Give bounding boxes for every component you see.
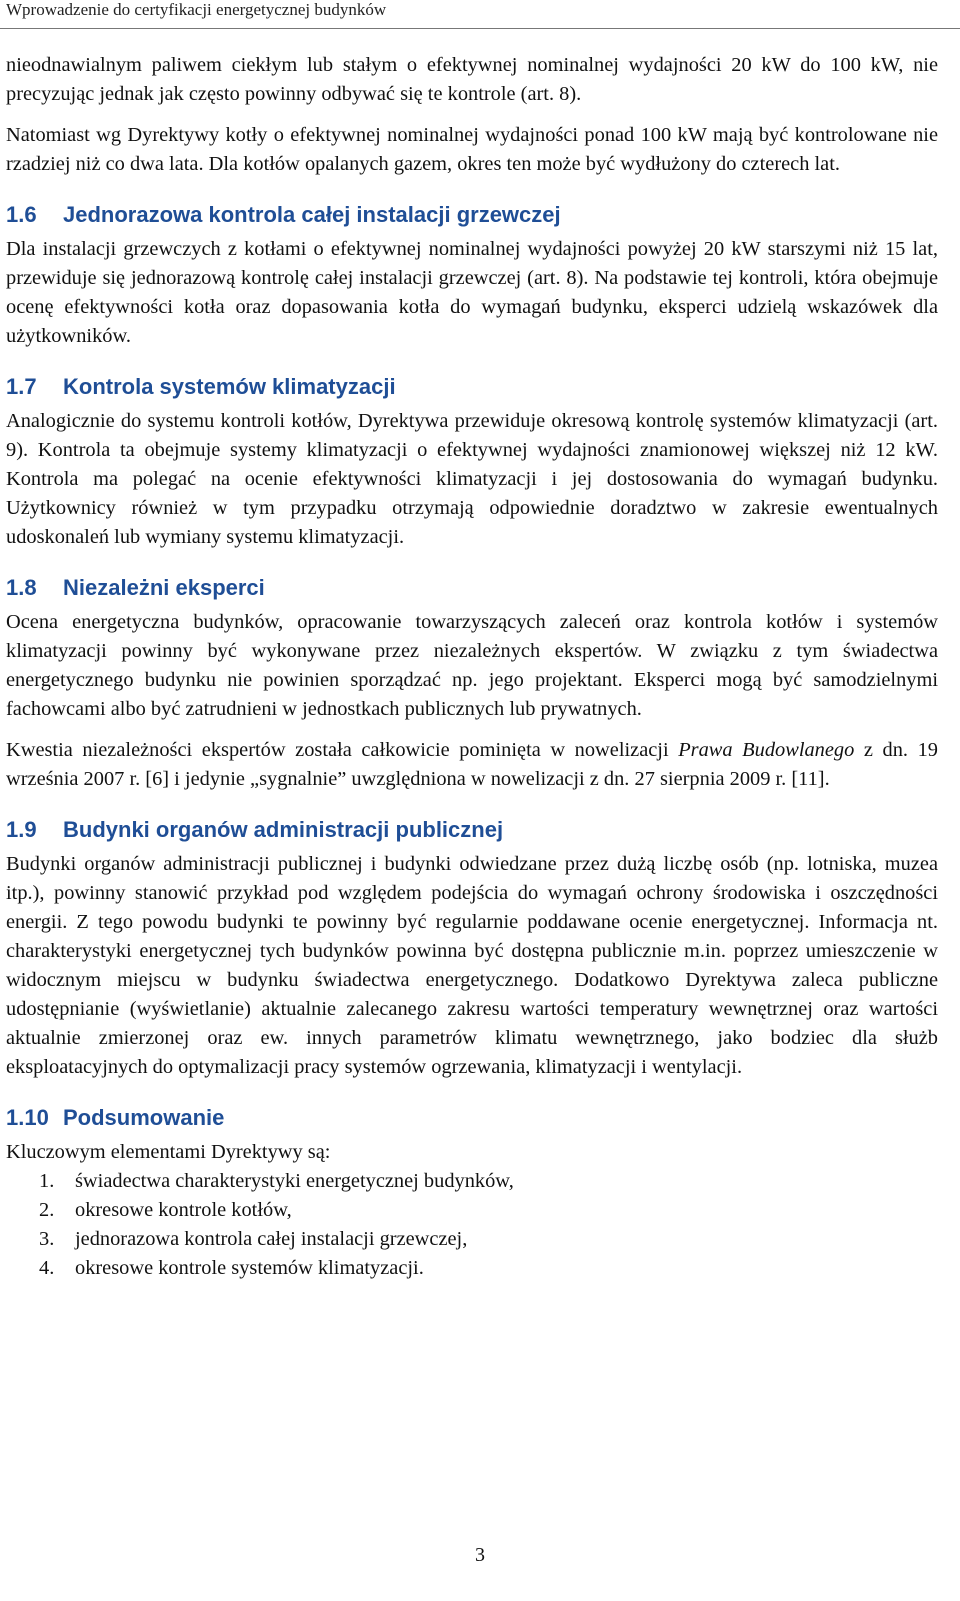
list-item bbox=[6, 1225, 938, 1254]
list-index: 1. bbox=[39, 1170, 55, 1192]
text-run: z dn. 19 września 2007 r. [6] i jedynie „sygnalnie” uwzględniona w nowelizacji z dn. 27 sierpnia 2009 r. [11]. bbox=[6, 739, 938, 790]
section-heading-1-8 bbox=[6, 574, 938, 602]
page-number: 3 bbox=[475, 1544, 485, 1566]
section-title: Niezależni eksperci bbox=[63, 575, 265, 600]
section-1-6-paragraph: Dla instalacji grzewczych z kotłami o efektywnej nominalnej wydajności powyżej 20 kW starszymi niż 15 lat, przewiduje się jednorazową kontrolę całej instalacji grzewczej (art. 8). Na podstawie tej kontroli, która obejmuje ocenę efektywności kotła oraz dopasowania kotła do wymagań budynku, eksperci udzielą wskazówek dla użytkowników. bbox=[6, 238, 938, 347]
section-heading-1-7 bbox=[6, 373, 938, 401]
text-run: Kwestia niezależności ekspertów została całkowicie pominięta w nowelizacji bbox=[6, 739, 679, 761]
list-item-text: świadectwa charakterystyki energetycznej budynków, bbox=[75, 1170, 514, 1192]
section-title: Podsumowanie bbox=[63, 1105, 225, 1130]
intro-paragraph-2: Natomiast wg Dyrektywy kotły o efektywnej nominalnej wydajności ponad 100 kW mają być kontrolowane nie rzadziej niż co dwa lata. Dla kotłów opalanych gazem, okres ten może być wydłużony do czterech lat. bbox=[6, 124, 938, 175]
list-item bbox=[6, 1254, 938, 1283]
list-item bbox=[6, 1196, 938, 1225]
running-header bbox=[0, 0, 960, 29]
intro-paragraph-1: nieodnawialnym paliwem ciekłym lub stałym o efektywnej nominalnej wydajności 20 kW do 100 kW, nie precyzując jednak jak często powinny odbywać się te kontrole (art. 8). bbox=[6, 54, 938, 105]
section-number: 1.6 bbox=[6, 202, 37, 227]
section-number: 1.8 bbox=[6, 575, 37, 600]
section-title: Budynki organów administracji publicznej bbox=[63, 817, 504, 842]
summary-intro: Kluczowym elementami Dyrektywy są: bbox=[6, 1141, 331, 1163]
section-heading-1-6 bbox=[6, 201, 938, 229]
header-title: Wprowadzenie do certyfikacji energetycznej budynków bbox=[6, 0, 387, 19]
list-item bbox=[6, 1167, 938, 1196]
section-1-8-paragraph-2 bbox=[6, 736, 938, 794]
section-heading-1-10 bbox=[6, 1104, 938, 1132]
section-number: 1.7 bbox=[6, 374, 37, 399]
section-1-8-paragraph-1: Ocena energetyczna budynków, opracowanie towarzyszących zaleceń oraz kontrola kotłów i systemów klimatyzacji powinny być wykonywane przez niezależnych ekspertów. W związku z tym świadectwa energetycznego budynku nie powinien sporządzać np. jego projektant. Eksperci mogą być samodzielnymi fachowcami albo być zatrudnieni w jednostkach publicznych lub prywatnych. bbox=[6, 611, 938, 720]
section-1-9-paragraph: Budynki organów administracji publicznej i budynki odwiedzane przez dużą liczbę osób (np. lotniska, muzea itp.), powinny stanowić przykład pod względem podejścia do wymagań ochrony środowiska i oszczędności energii. Z tego powodu budynki te powinny być regularnie poddawane ocenie energetycznej. Informacja nt. charakterystyki energetycznej tych budynków powinna być dostępna publicznie m.in. poprzez umieszczenie w widocznym miejscu w budynku świadectwa energetycznego. Dodatkowo Dyrektywa zaleca publiczne udostępnianie (wyświetlanie) aktualnie zalecanego zakresu wartości temperatury wewnętrznej oraz wartości aktualnie zmierzonej oraz ew. innych parametrów klimatu wewnętrznego, jako bodziec dla służb eksploatacyjnych do optymalizacji pracy systemów ogrzewania, klimatyzacji i wentylacji. bbox=[6, 853, 938, 1078]
list-item-text: okresowe kontrole kotłów, bbox=[75, 1199, 292, 1221]
section-title: Jednorazowa kontrola całej instalacji grzewczej bbox=[63, 202, 561, 227]
section-1-7-paragraph: Analogicznie do systemu kontroli kotłów, Dyrektywa przewiduje okresową kontrolę systemów klimatyzacji (art. 9). Kontrola ta obejmuje systemy klimatyzacji o efektywnej wydajności znamionowej większej niż 12 kW. Kontrola ma polegać na ocenie efektywności klimatyzacji i jej dostosowania do wymagań budynku. Użytkownicy również w tym przypadku otrzymają odpowiednie doradztwo w zakresie ewentualnych udoskonaleń lub wymiany systemu klimatyzacji. bbox=[6, 410, 938, 548]
list-item-text: jednorazowa kontrola całej instalacji grzewczej, bbox=[75, 1228, 468, 1250]
page-content bbox=[6, 51, 938, 1283]
section-heading-1-9 bbox=[6, 816, 938, 844]
list-index: 2. bbox=[39, 1199, 55, 1221]
list-index: 3. bbox=[39, 1228, 55, 1250]
section-number: 1.9 bbox=[6, 817, 37, 842]
list-item-text: okresowe kontrole systemów klimatyzacji. bbox=[75, 1257, 424, 1279]
section-title: Kontrola systemów klimatyzacji bbox=[63, 374, 396, 399]
section-number: 1.10 bbox=[6, 1105, 49, 1130]
summary-list bbox=[6, 1167, 938, 1283]
list-index: 4. bbox=[39, 1257, 55, 1279]
italic-title: Prawa Budowlanego bbox=[678, 739, 855, 761]
